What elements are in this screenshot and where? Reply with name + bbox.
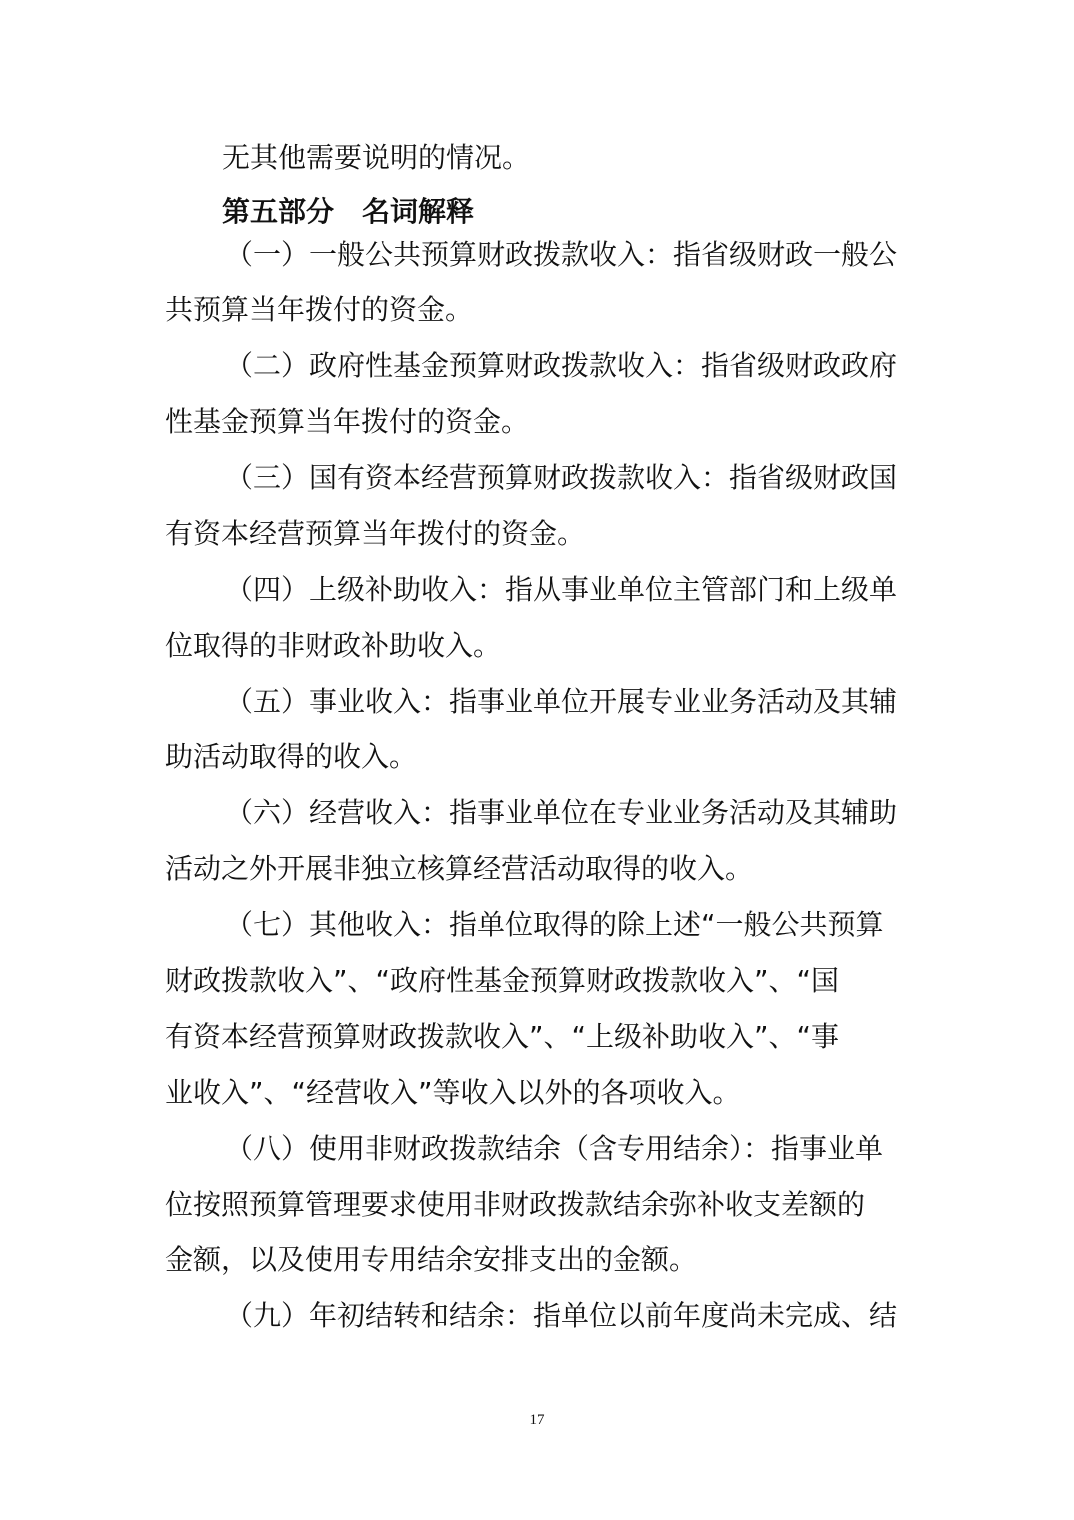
- body-text-line: 财政拨款收入”、“政府性基金预算财政拨款收入”、“国: [165, 964, 840, 997]
- section-heading: 第五部分 名词解释: [222, 195, 475, 228]
- body-text-line: （七）其他收入：指单位取得的除上述“一般公共预算: [225, 908, 884, 941]
- body-text-line: 位取得的非财政补助收入。: [165, 629, 502, 662]
- body-text-line: （二）政府性基金预算财政拨款收入：指省级财政政府: [225, 349, 898, 382]
- body-text-line: （九）年初结转和结余：指单位以前年度尚未完成、结: [225, 1299, 898, 1332]
- body-text-line: 金额，以及使用专用结余安排支出的金额。: [165, 1243, 698, 1276]
- body-text-line: （四）上级补助收入：指从事业单位主管部门和上级单: [225, 573, 898, 606]
- body-text-line: （八）使用非财政拨款结余（含专用结余）：指事业单: [225, 1132, 884, 1165]
- body-text-line: （五）事业收入：指事业单位开展专业业务活动及其辅: [225, 685, 898, 718]
- body-text-line: 共预算当年拨付的资金。: [165, 293, 474, 326]
- body-text-line: （一）一般公共预算财政拨款收入：指省级财政一般公: [225, 238, 898, 271]
- body-text-line: （六）经营收入：指事业单位在专业业务活动及其辅助: [225, 796, 898, 829]
- body-text-line: 助活动取得的收入。: [165, 740, 418, 773]
- body-text-line: 位按照预算管理要求使用非财政拨款结余弥补收支差额的: [165, 1188, 866, 1221]
- body-text-line: 无其他需要说明的情况。: [222, 141, 531, 174]
- page-number: 17: [529, 1412, 545, 1428]
- body-text-line: （三）国有资本经营预算财政拨款收入：指省级财政国: [225, 461, 898, 494]
- body-text-line: 有资本经营预算财政拨款收入”、“上级补助收入”、“事: [165, 1020, 840, 1053]
- body-text-line: 业收入”、“经营收入”等收入以外的各项收入。: [165, 1076, 741, 1109]
- body-text-line: 有资本经营预算当年拨付的资金。: [165, 517, 586, 550]
- body-text-line: 活动之外开展非独立核算经营活动取得的收入。: [165, 852, 754, 885]
- body-text-line: 性基金预算当年拨付的资金。: [165, 405, 530, 438]
